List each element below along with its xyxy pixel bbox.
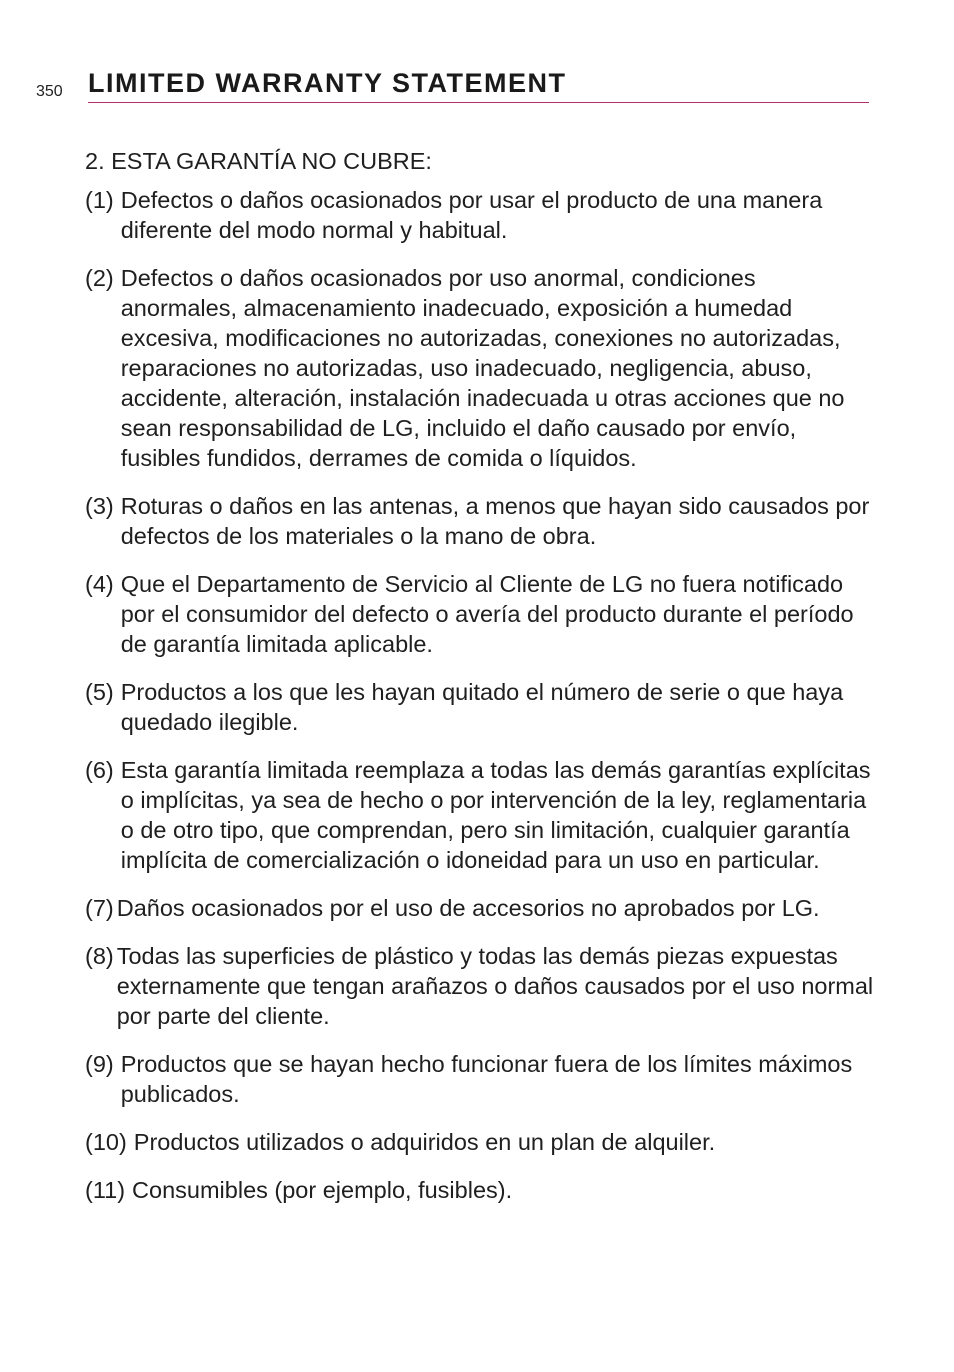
list-item-number: (1): [85, 187, 114, 213]
document-body: [85, 146, 875, 1223]
list-item-number: (11): [85, 1177, 126, 1203]
list-item-number: (9): [85, 1051, 114, 1077]
list-item-text: Productos utilizados o adquiridos en un plan de alquiler.: [133, 1129, 716, 1155]
list-item-text: Todas las superficies de plástico y todas las demás piezas expuestas externamente que tengan arañazos o daños causados por el uso normal por parte del cliente.: [116, 943, 874, 1029]
list-item-text: Productos que se hayan hecho funcionar fuera de los límites máximos publicados.: [120, 1051, 853, 1107]
list-item-text: Daños ocasionados por el uso de accesorios no aprobados por LG.: [116, 895, 820, 921]
list-item: [85, 185, 875, 245]
section-heading: 2. ESTA GARANTÍA NO CUBRE:: [85, 148, 432, 174]
list-item-text: Defectos o daños ocasionados por usar el producto de una manera diferente del modo normal y habitual.: [120, 187, 823, 243]
list-item-text: Roturas o daños en las antenas, a menos que hayan sido causados por defectos de los materiales o la mano de obra.: [120, 493, 870, 549]
list-item-number: (6): [85, 757, 114, 783]
page-number: 350: [36, 83, 63, 100]
header-divider: [88, 102, 869, 103]
list-item: [85, 677, 875, 737]
list-item-number: (10): [85, 1129, 127, 1155]
list-item-number: (5): [85, 679, 114, 705]
list-item-number: (4): [85, 571, 114, 597]
list-item: [85, 263, 875, 473]
list-item-text: Esta garantía limitada reemplaza a todas las demás garantías explícitas o implícitas, ya sea de hecho o por intervención de la ley, reglamentaria o de otro tipo, que comprendan, pero sin limitación, cualquier garantía implícita de comercialización o idoneidad para un uso en particular.: [120, 757, 871, 873]
list-item: [85, 755, 875, 875]
list-item: [85, 893, 875, 923]
list-item: [85, 1049, 875, 1109]
list-item-text: Que el Departamento de Servicio al Cliente de LG no fuera notificado por el consumidor del defecto o avería del producto durante el período de garantía limitada aplicable.: [120, 571, 854, 657]
page-header-title: LIMITED WARRANTY STATEMENT: [88, 68, 567, 98]
list-item: [85, 1127, 875, 1157]
list-item-number: (2): [85, 265, 114, 291]
list-item: [85, 941, 875, 1031]
list-item-number: (8): [85, 943, 114, 969]
list-item-text: Consumibles (por ejemplo, fusibles).: [132, 1177, 513, 1203]
list-item-text: Defectos o daños ocasionados por uso anormal, condiciones anormales, almacenamiento inadecuado, exposición a humedad excesiva, modificaciones no autorizadas, conexiones no autorizadas, reparaciones no autorizadas, uso inadecuado, negligencia, abuso, accidente, alteración, instalación inadecuada u otras acciones que no sean responsabilidad de LG, incluido el daño causado por envío, fusibles fundidos, derrames de comida o líquidos.: [120, 265, 845, 471]
list-item-number: (3): [85, 493, 114, 519]
list-item: [85, 1175, 875, 1205]
list-item: [85, 491, 875, 551]
list-item-number: (7): [85, 895, 114, 921]
list-item: [85, 569, 875, 659]
list-item-text: Productos a los que les hayan quitado el número de serie o que haya quedado ilegible.: [120, 679, 844, 735]
